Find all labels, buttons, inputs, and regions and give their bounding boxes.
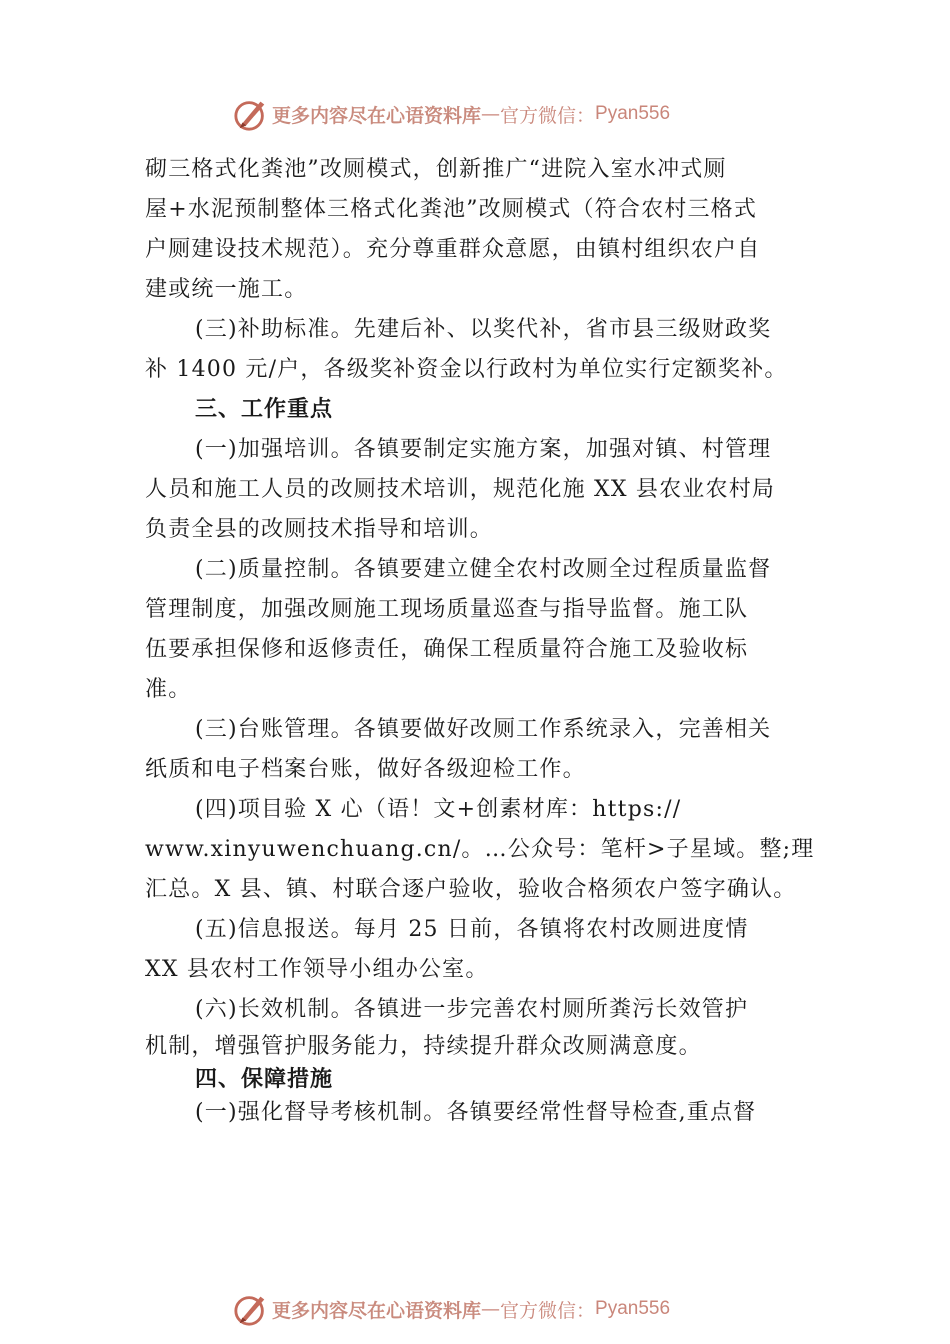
text-line: (一)强化督导考核机制。各镇要经常性督导检查,重点督 bbox=[195, 1100, 757, 1125]
watermark-account-label: 官方微信： bbox=[500, 1299, 596, 1322]
watermark-account-label: 官方微信： bbox=[500, 104, 596, 127]
document-body bbox=[145, 150, 825, 1129]
watermark-separator: — bbox=[481, 1298, 501, 1320]
header-watermark bbox=[232, 96, 670, 132]
watermark-separator: — bbox=[481, 103, 501, 125]
watermark-account-id: Pyan556 bbox=[595, 1298, 671, 1319]
text-line: (四)项目验 X 心（语！文+创素材库：https:// bbox=[195, 797, 682, 822]
text-line: 人员和施工人员的改厕技术培训，规范化施 XX 县农业农村局 bbox=[145, 477, 776, 502]
pen-logo-icon bbox=[232, 96, 270, 132]
text-line: (三)台账管理。各镇要做好改厕工作系统录入，完善相关 bbox=[195, 717, 772, 742]
text-line: 户厕建设技术规范）。充分尊重群众意愿，由镇村组织农户自 bbox=[145, 237, 761, 262]
text-line: 准。 bbox=[145, 677, 192, 702]
text-line: (三)补助标准。先建后补、以奖代补，省市县三级财政奖 bbox=[195, 317, 772, 342]
text-line: www.xinyuwenchuang.cn/。…公众号：笔杆>子星域。整;理 bbox=[145, 837, 815, 862]
section-heading: 四、保障措施 bbox=[195, 1067, 334, 1092]
text-line: 负责全县的改厕技术指导和培训。 bbox=[145, 517, 494, 542]
text-line: 建或统一施工。 bbox=[145, 277, 308, 302]
pen-logo-icon bbox=[232, 1291, 270, 1327]
text-line: (一)加强培训。各镇要制定实施方案，加强对镇、村管理 bbox=[195, 437, 772, 462]
text-line: 汇总。X 县、镇、村联合逐户验收，验收合格须农户签字确认。 bbox=[145, 877, 797, 902]
text-line: 补 1400 元/户，各级奖补资金以行政村为单位实行定额奖补。 bbox=[145, 357, 788, 382]
watermark-account-id: Pyan556 bbox=[595, 103, 671, 124]
text-line: 屋+水泥预制整体三格式化粪池”改厕模式（符合农村三格式 bbox=[145, 197, 758, 222]
text-line: 机制，增强管护服务能力，持续提升群众改厕满意度。 bbox=[145, 1034, 702, 1059]
text-line: (五)信息报送。每月 25 日前，各镇将农村改厕进度情 bbox=[195, 917, 749, 942]
watermark-brand: 更多内容尽在心语资料库 bbox=[272, 1299, 482, 1322]
footer-watermark bbox=[232, 1291, 670, 1327]
text-line: (二)质量控制。各镇要建立健全农村改厕全过程质量监督 bbox=[195, 557, 772, 582]
section-heading: 三、工作重点 bbox=[195, 397, 334, 422]
watermark-brand: 更多内容尽在心语资料库 bbox=[272, 104, 482, 127]
text-line: 伍要承担保修和返修责任，确保工程质量符合施工及验收标 bbox=[145, 637, 749, 662]
text-line: 纸质和电子档案台账，做好各级迎检工作。 bbox=[145, 757, 586, 782]
text-line: (六)长效机制。各镇进一步完善农村厕所粪污长效管护 bbox=[195, 997, 749, 1022]
text-line: XX 县农村工作领导小组办公室。 bbox=[145, 957, 489, 982]
text-line: 砌三格式化粪池”改厕模式，创新推广“进院入室水冲式厕 bbox=[145, 157, 727, 182]
text-line: 管理制度，加强改厕施工现场质量巡查与指导监督。施工队 bbox=[145, 597, 749, 622]
